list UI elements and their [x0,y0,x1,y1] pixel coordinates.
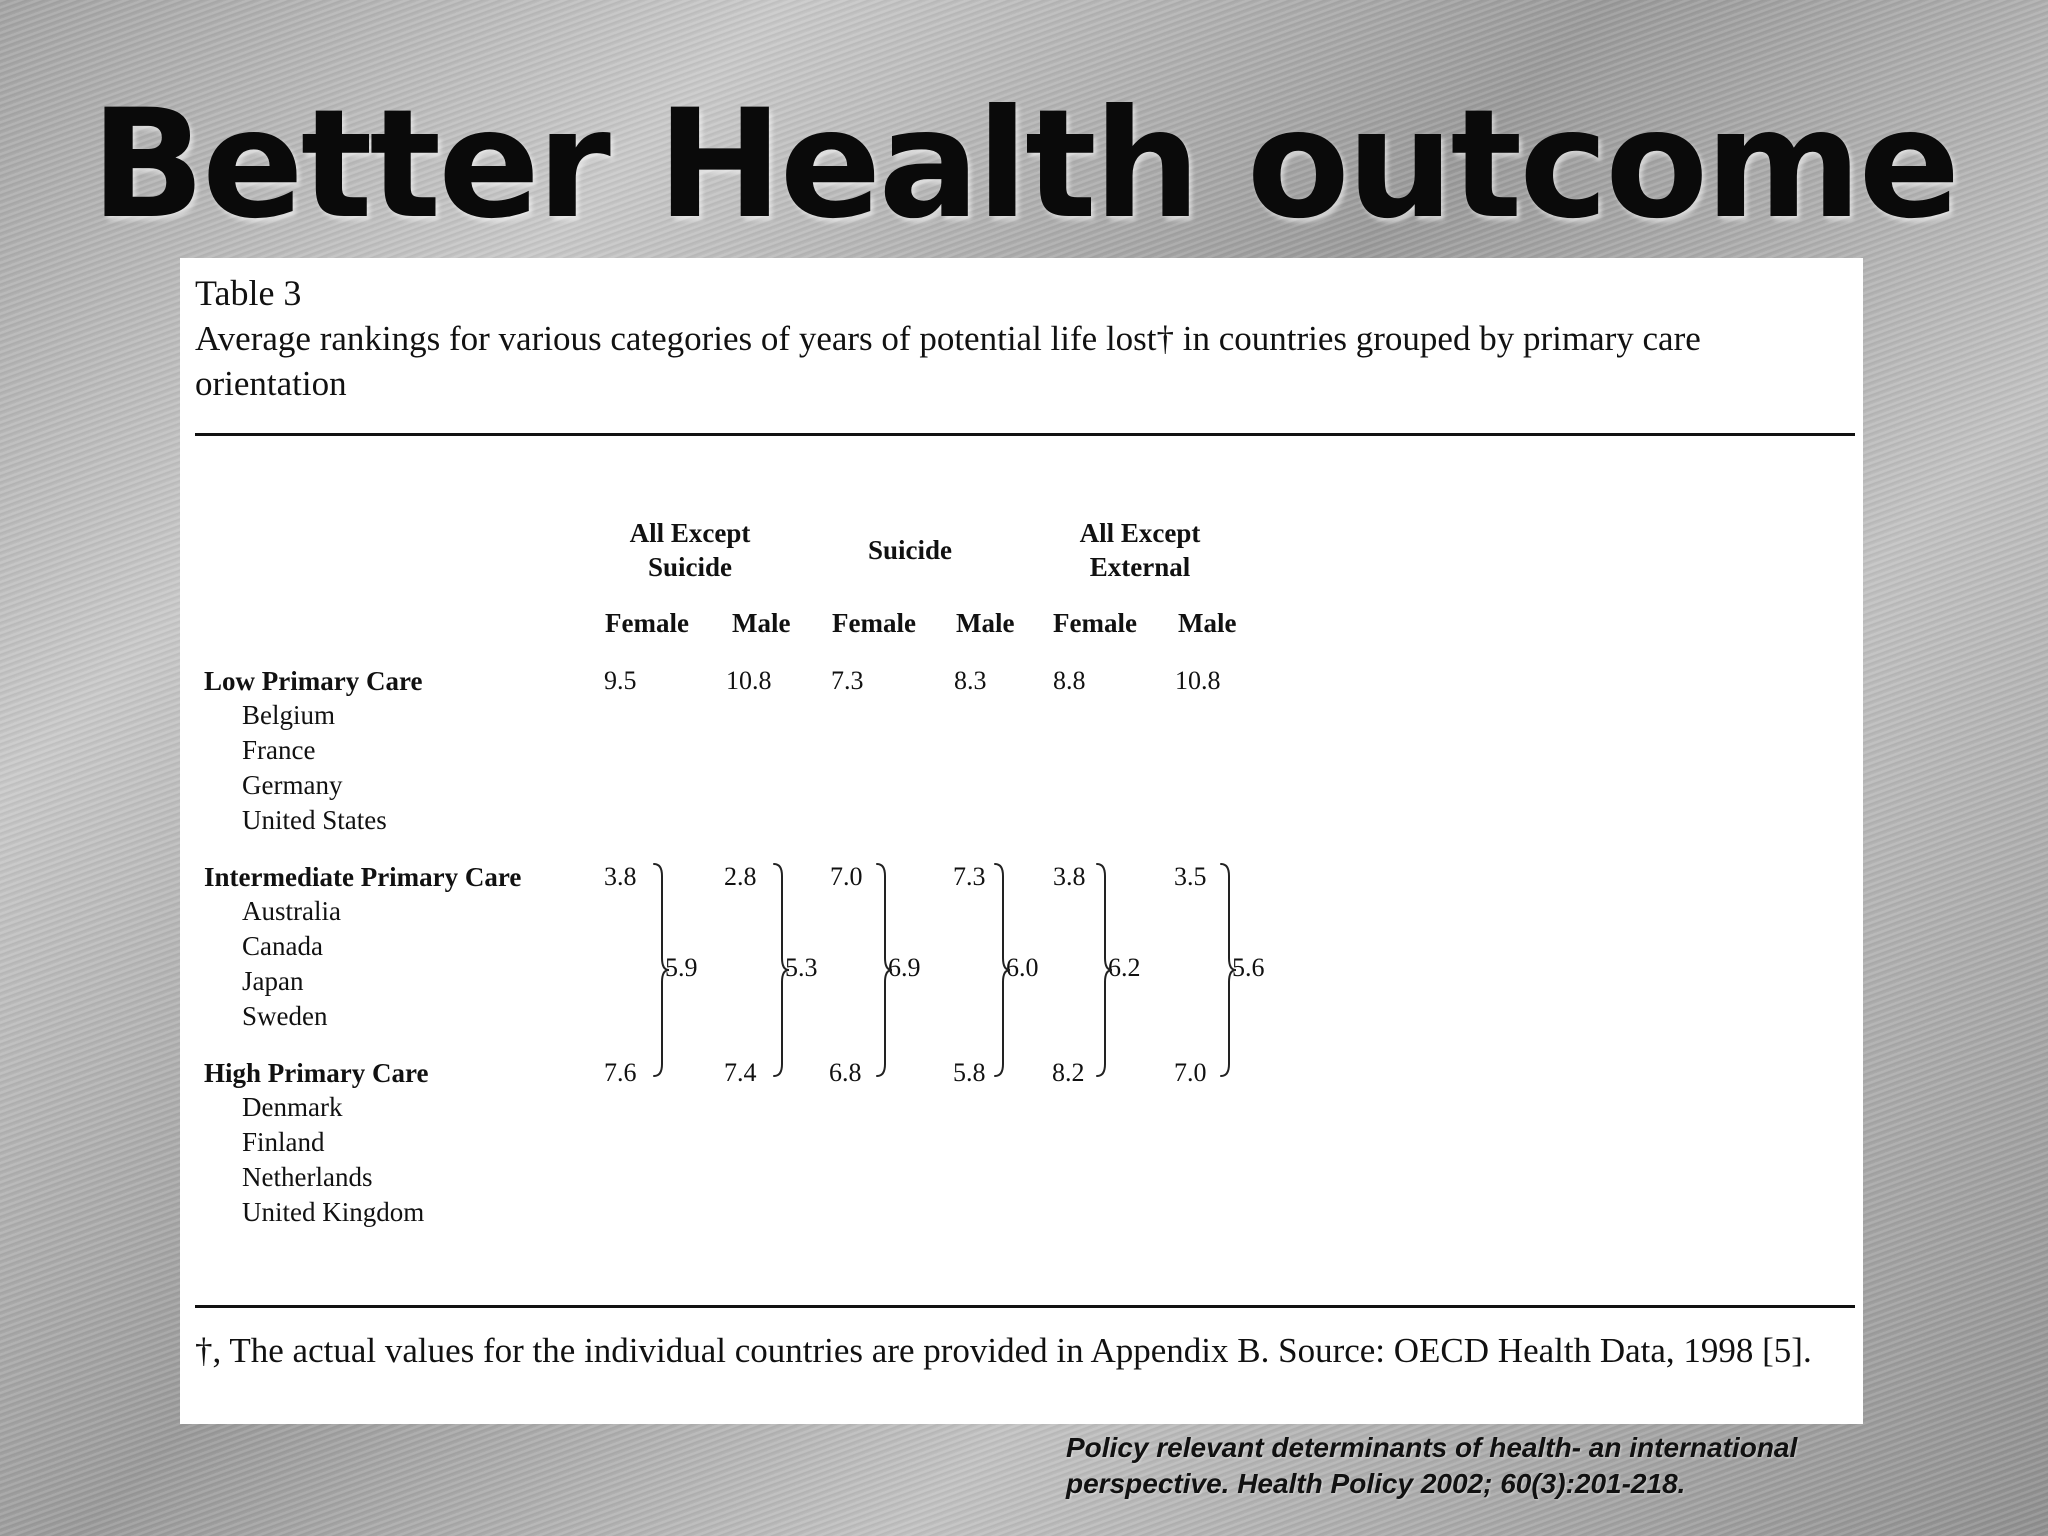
table-footnote: †, The actual values for the individual countries are provided in Appendix B. Source: OECD Health Data, 1998 [5]. [195,1331,1812,1370]
category-header-line: Suicide [647,552,733,582]
value-cell: 7.0 [1174,1058,1207,1087]
bottom-rule [195,1305,1855,1308]
country-label: Finland [242,1127,325,1157]
value-cell: 10.8 [726,666,772,695]
table-panel [180,258,1863,1424]
value-cell: 9.5 [604,666,637,695]
table-caption: Average rankings for various categories of years of potential life lost† in countries grouped by primary care orientation [195,319,1701,403]
value-cell: 7.0 [830,862,863,891]
brace-4 [1097,864,1112,1076]
value-cell: 3.5 [1174,862,1207,891]
table-label: Table 3 [195,273,302,313]
group-label-high-primary-care: High Primary Care [204,1058,429,1088]
combined-average: 6.0 [1006,953,1039,982]
value-cell: 3.8 [1053,862,1086,891]
category-header-line: All Except [1079,518,1201,548]
combined-average: 5.3 [785,953,818,982]
combined-average: 6.9 [888,953,921,982]
citation [1066,1430,1966,1502]
category-header-line: Suicide [867,535,953,565]
country-label: Sweden [242,1001,328,1031]
combined-average: 6.2 [1108,953,1141,982]
brace-5 [1221,864,1236,1076]
brace-1 [774,864,789,1076]
citation-line: Policy relevant determinants of health- an international [1066,1432,1798,1463]
category-header-line: External [1089,552,1191,582]
brace-0 [654,864,669,1076]
citation-line: perspective. Health Policy 2002; 60(3):201-218. [1066,1468,1686,1499]
group-label-intermediate-primary-care: Intermediate Primary Care [204,862,522,892]
grouping-braces [180,258,1863,1424]
subheader-female: Female [1053,608,1137,638]
value-cell: 3.8 [604,862,637,891]
brace-2 [877,864,892,1076]
country-label: Denmark [242,1092,343,1122]
country-label: Canada [242,931,323,961]
country-label: Australia [242,896,341,926]
country-label: United Kingdom [242,1197,425,1227]
group-label-low-primary-care: Low Primary Care [204,666,423,696]
country-label: Germany [242,770,343,800]
value-cell: 7.3 [831,666,864,695]
combined-average: 5.6 [1232,953,1265,982]
subheader-female: Female [832,608,916,638]
value-cell: 5.8 [953,1058,986,1087]
brace-3 [995,864,1010,1076]
combined-average: 5.9 [665,953,698,982]
value-cell: 2.8 [724,862,757,891]
value-cell: 7.6 [604,1058,637,1087]
subheader-male: Male [1178,608,1237,638]
slide-title: Better Health outcome [90,78,1958,252]
value-cell: 8.2 [1052,1058,1085,1087]
country-label: Japan [242,966,304,996]
category-header-line: All Except [629,518,751,548]
subheader-female: Female [605,608,689,638]
value-cell: 7.3 [953,862,986,891]
value-cell: 8.3 [954,666,987,695]
country-label: United States [242,805,387,835]
value-cell: 8.8 [1053,666,1086,695]
country-label: Belgium [242,700,335,730]
country-label: France [242,735,316,765]
value-cell: 6.8 [829,1058,862,1087]
subheader-male: Male [956,608,1015,638]
value-cell: 7.4 [724,1058,757,1087]
value-cell: 10.8 [1175,666,1221,695]
subheader-male: Male [732,608,791,638]
country-label: Netherlands [242,1162,373,1192]
